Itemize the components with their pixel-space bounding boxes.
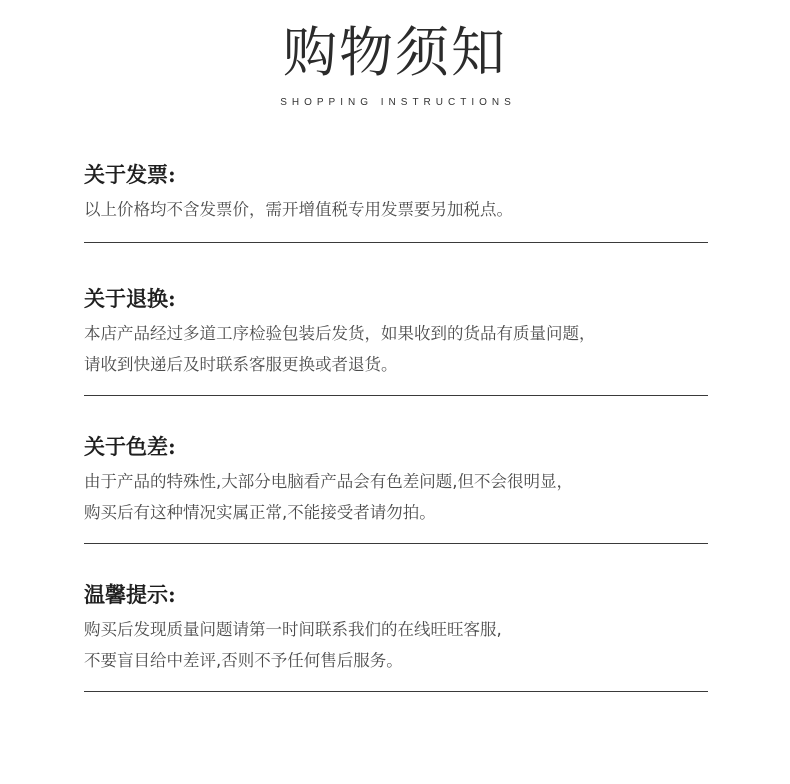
section-title: 关于发票: xyxy=(84,162,176,187)
section-title: 关于色差: xyxy=(84,434,176,459)
section-text-line: 购买后有这种情况实属正常,不能接受者请勿拍。 xyxy=(84,503,436,522)
instructions-list xyxy=(84,150,708,692)
section-title: 关于退换: xyxy=(84,286,176,311)
section-text-line: 本店产品经过多道工序检验包装后发货，如果收到的货品有质量问题， xyxy=(84,324,596,343)
section-returns xyxy=(84,274,708,396)
section-body xyxy=(84,194,708,225)
page-header xyxy=(0,18,790,110)
section-body xyxy=(84,318,708,380)
page-subtitle: SHOPPING INSTRUCTIONS xyxy=(280,97,516,108)
section-text-line: 购买后发现质量问题请第一时间联系我们的在线旺旺客服, xyxy=(84,620,502,639)
section-text-line: 不要盲目给中差评,否则不予任何售后服务。 xyxy=(84,651,403,670)
section-text-line: 请收到快递后及时联系客服更换或者退货。 xyxy=(84,355,398,374)
section-body xyxy=(84,614,708,676)
section-tips xyxy=(84,570,708,692)
section-text-line: 以上价格均不含发票价，需开增值税专用发票要另加税点。 xyxy=(84,200,513,219)
section-title: 温馨提示: xyxy=(84,582,176,607)
section-body xyxy=(84,466,708,528)
page-title: 购物须知 xyxy=(283,21,507,84)
section-text-line: 由于产品的特殊性,大部分电脑看产品会有色差问题,但不会很明显， xyxy=(84,472,573,491)
section-color-difference xyxy=(84,422,708,544)
section-invoice xyxy=(84,150,708,243)
